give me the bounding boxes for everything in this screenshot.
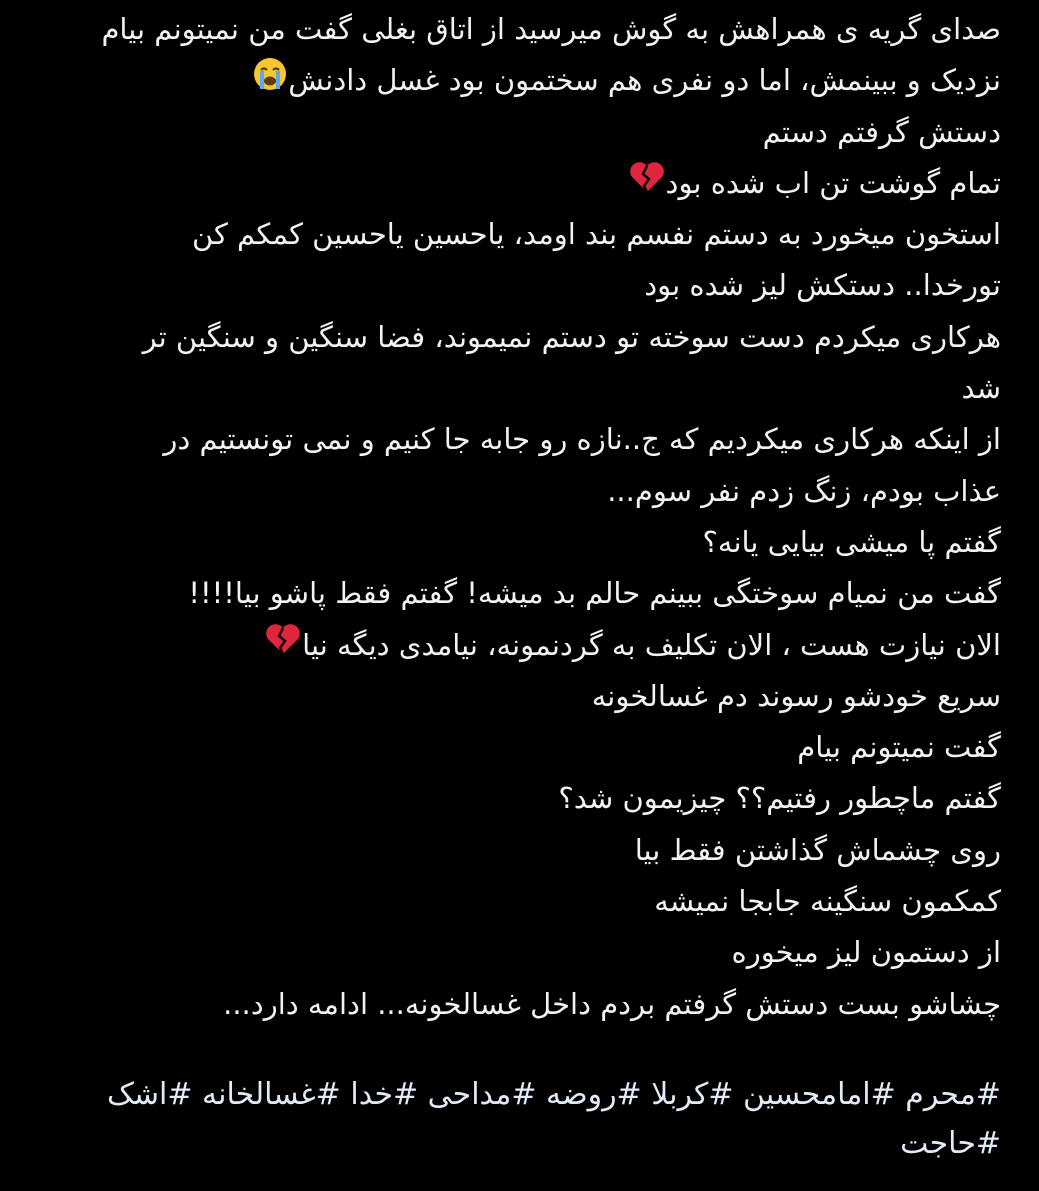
post-line: دستش گرفتم دستم bbox=[762, 114, 1001, 149]
post-line: گفت من نمیام سوختگی ببینم حالم بد میشه! گفتم فقط پاشو بیا!!!! bbox=[188, 576, 1001, 611]
post-text bbox=[21, 4, 1001, 1030]
hashtag-line[interactable]: #حاجت bbox=[900, 1126, 1001, 1161]
post-line: گفتم ماچطور رفتیم؟؟ چیزیمون شد؟ bbox=[558, 781, 1001, 816]
hashtag-line[interactable]: #محرم #امامحسین #کربلا #روضه #مداحی #خدا #غسالخانه #اشک bbox=[107, 1077, 1001, 1112]
post-line: تورخدا.. دستکش لیز شده بود bbox=[644, 268, 1001, 303]
broken-heart-emoji-icon bbox=[264, 621, 302, 671]
post-line: از دستمون لیز میخوره bbox=[731, 935, 1001, 970]
post-line: شد bbox=[961, 371, 1001, 406]
post-line: نزدیک و ببینمش، اما دو نفری هم سختمون بود غسل دادنش bbox=[21, 55, 1001, 106]
post-line: کمکمون سنگینه جابجا نمیشه bbox=[654, 884, 1001, 919]
hashtags-block bbox=[21, 1070, 1001, 1168]
post-line: از اینکه هرکاری میکردیم که ج..نازه رو جابه جا کنیم و نمی تونستیم در bbox=[163, 422, 1001, 457]
post-line: استخون میخورد به دستم نفسم بند اومد، یاحسین یاحسین کمکم کن bbox=[191, 217, 1001, 252]
post-line: چشاشو بست دستش گرفتم بردم داخل غسالخونه... ادامه دارد... bbox=[223, 986, 1001, 1021]
crying-face-emoji-icon bbox=[252, 56, 288, 106]
post-line: هرکاری میکردم دست سوخته تو دستم نمیموند، فضا سنگین و سنگین تر bbox=[142, 319, 1001, 354]
broken-heart-emoji-icon bbox=[628, 159, 666, 209]
post-line: تمام گوشت تن اب شده بود bbox=[21, 158, 1001, 209]
post-line: گفتم پا میشی بیایی یانه؟ bbox=[702, 524, 1001, 559]
post-line: عذاب بودم، زنگ زدم نفر سوم... bbox=[607, 473, 1001, 508]
post-line: روی چشماش گذاشتن فقط بیا bbox=[634, 832, 1001, 867]
post-line: الان نیازت هست ، الان تکلیف به گردنمونه، نیامدی دیگه نیا bbox=[21, 620, 1001, 671]
post-line: سریع خودشو رسوند دم غسالخونه bbox=[591, 678, 1001, 713]
post-line: صدای گریه ی همراهش به گوش میرسید از اتاق بغلی گفت من نمیتونم بیام bbox=[101, 12, 1001, 46]
post-line: گفت نمیتونم بیام bbox=[797, 730, 1001, 765]
